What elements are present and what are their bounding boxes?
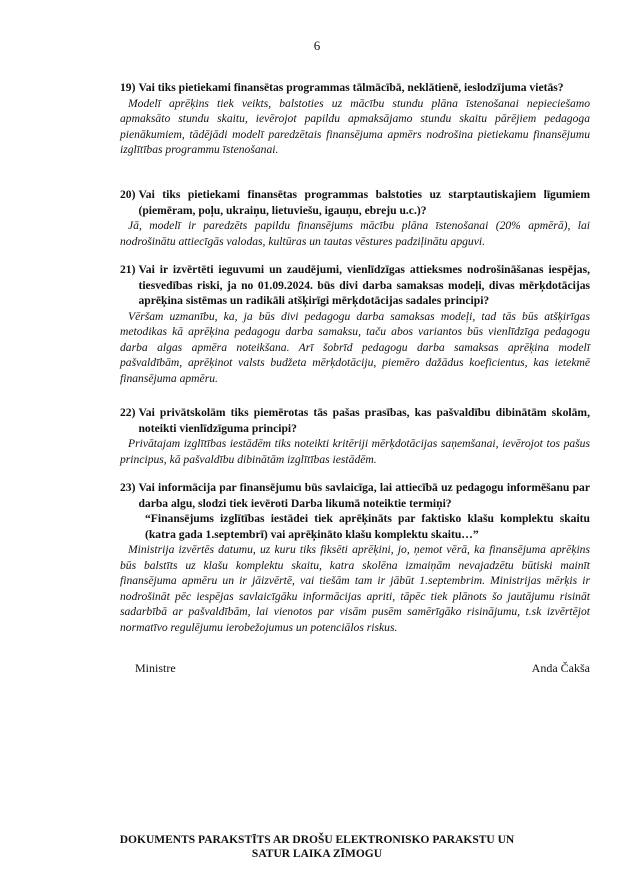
question-number: 19): [120, 81, 136, 94]
signature-row: [135, 661, 590, 676]
quoted-text: “Finansējums izglītības iestādei tiek aprēķināts par faktisko klašu komplektu skaitu (katra gada 1.septembrī) vai aprēķināto klašu komplektu skaitu…”: [145, 512, 590, 541]
signatory-role: Ministre: [135, 661, 176, 675]
question-number: 23): [120, 481, 136, 494]
question-text: Vai tiks pietiekami finansētas programmas tālmācībā, neklātienē, ieslodzījuma vietās?: [138, 81, 564, 94]
question-text: Vai privātskolām tiks piemērotas tās pašas prasības, kas pašvaldību dibinātām skolām, noteikti vienlīdzīguma principi?: [138, 406, 590, 435]
e-signature-notice-line2: SATUR LAIKA ZĪMOGU: [251, 848, 383, 860]
question-text: Vai ir izvērtēti ieguvumi un zaudējumi, vienlīdzīgas attieksmes nodrošināšanas iespējas, tiesvedības riski, ja no 01.09.2024. būs divi darba samaksas modeļi, divas mērķdotācijas aprēķina sistēmas un radikāli atšķirīgi mērķdotācijas sadales principi?: [138, 263, 590, 307]
answer-text: Ministrija izvērtēs datumu, uz kuru tiks fiksēti aprēķini, jo, ņemot vērā, ka finansējuma aprēķins būs balstīts uz klašu komplektu skaitu, katra skolēna izmaiņām nevajadzētu būtiski mainīt finansējuma apmēru un ir jāizvērtē, vai tiešām tam ir jābūt 1.septembrim. Ministrijas mērķis ir nodrošināt pēc iespējas savlaicīgāku informācijas apriti, tāpēc tiek plānots šo jautājumu risināt sadarbībā ar pašvaldībām, lai vienotos par visām pusēm samērīgāko risinājumu, t.sk izvērtējot normatīvo regulējumu ierobežojumus un potenciālos riskus.: [120, 543, 590, 634]
e-signature-notice-line1: DOKUMENTS PARAKSTĪTS AR DROŠU ELEKTRONISKO PARAKSTU UN: [119, 834, 515, 846]
qa-item-23: [120, 480, 590, 635]
question: [120, 480, 590, 511]
answer-text: Privātajam izglītības iestādēm tiks noteikti kritēriji mērķdotācijas saņemšanai, ievērojot tos pašus principus, kā pašvaldību dibinātām izglītības iestādēm.: [120, 437, 590, 466]
question-number: 20): [120, 188, 136, 201]
question: [120, 405, 590, 436]
qa-item-21: [120, 262, 590, 386]
question: [120, 80, 590, 96]
question: [120, 187, 590, 218]
question-text: Vai informācija par finansējumu būs savlaicīga, lai attiecībā uz pedagogu informēšanu par darba algu, slodzi tiek ievēroti Darba likumā noteiktie termiņi?: [138, 481, 590, 510]
e-signature-notice: [100, 833, 534, 861]
qa-item-22: [120, 405, 590, 467]
answer-text: Jā, modelī ir paredzēts papildu finansējums mācību plāna īstenošanai (20% apmērā), lai nodrošinātu attiecīgās valodas, kultūras un tautas vēstures padziļinātu apguvi.: [120, 219, 590, 248]
question-text: Vai tiks pietiekami finansētas programmas balstoties uz starptautiskajiem līgumiem (piemēram, poļu, ukraiņu, lietuviešu, igauņu, ebreju u.c.)?: [138, 188, 590, 217]
qa-item-20: [120, 187, 590, 249]
qa-item-19: [120, 80, 590, 158]
page-number: 6: [313, 38, 321, 53]
question-number: 21): [120, 263, 136, 276]
answer-text: Modelī aprēķins tiek veikts, balstoties uz mācību stundu plāna īstenošanai nepieciešamo apmaksāto stundu skaitu, ievērojot papildu apmaksājamo stundu skaitu pārējiem pedagoga pienākumiem, tādējādi modelī paredzētais finansējuma apmērs nodrošina pietiekamu finansējumu izglītības programmu īstenošanai.: [120, 96, 590, 156]
signatory-name: Anda Čakša: [531, 661, 590, 675]
answer-text: Vēršam uzmanību, ka, ja būs divi pedagogu darba samaksas modeļi, tad tās būs atšķirīgas metodikas kā aprēķina pedagogu darba samaksu, taču abos variantos būs vienlīdzīga pedagogu darba algas apmēra noteikšana. Arī šobrīd pedagogu darba samaksas aprēķina modelī pašvaldībām, aprēķinot valsts budžeta mērķdotāciju, piemēro dažādus koeficientus, kas ietekmē finansējuma apmēru.: [120, 309, 590, 385]
question-number: 22): [120, 406, 136, 419]
question: [120, 262, 590, 309]
